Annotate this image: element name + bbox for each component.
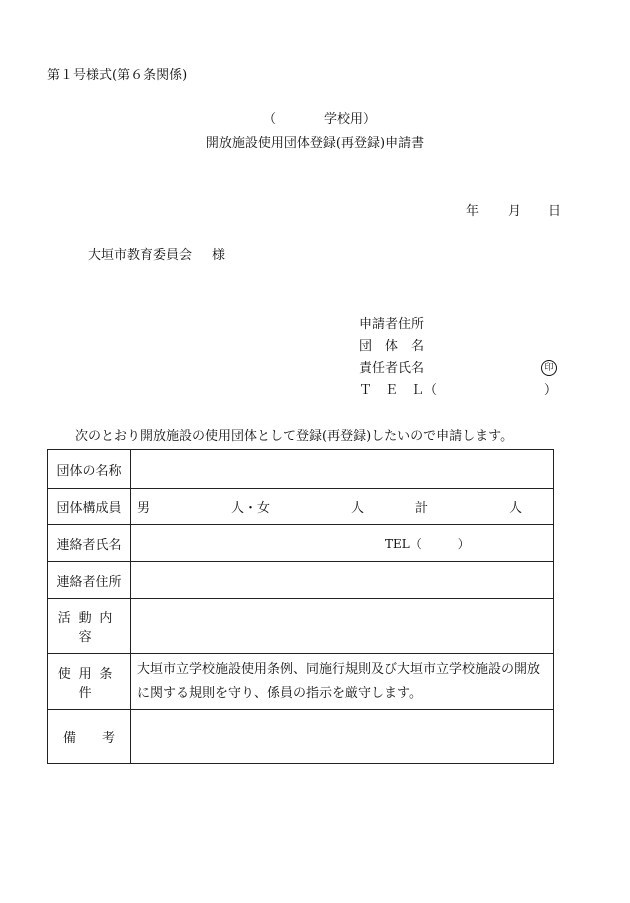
applicant-group-label: 団 体 名 xyxy=(359,339,425,354)
applicant-tel-close: ） xyxy=(543,383,557,398)
table-row xyxy=(48,450,554,489)
applicant-responsible-label: 責任者氏名 xyxy=(359,361,425,376)
school-type-line xyxy=(263,113,376,126)
table-row xyxy=(48,525,554,562)
contact-address-field[interactable] xyxy=(131,562,554,599)
date-month: 月 xyxy=(508,204,522,219)
form-number: 第１号様式(第６条関係) xyxy=(47,68,188,83)
applicant-block xyxy=(359,318,559,406)
table-row xyxy=(48,599,554,654)
intro-text: 次のとおり開放施設の使用団体として登録(再登録)したいので申請します。 xyxy=(75,429,514,444)
remarks-field[interactable] xyxy=(131,710,554,764)
members-field[interactable] xyxy=(131,489,554,525)
table-row xyxy=(48,710,554,764)
addressee-honorific: 様 xyxy=(212,248,226,263)
contact-name-field[interactable] xyxy=(131,525,554,562)
members-total: 計 xyxy=(415,501,429,516)
conditions-label: 使用条件 xyxy=(48,654,131,710)
contact-name-label: 連絡者氏名 xyxy=(48,525,131,562)
registration-table xyxy=(47,449,554,764)
activity-label: 活動内容 xyxy=(48,599,131,654)
table-row xyxy=(48,562,554,599)
members-person-female: 人・女 xyxy=(231,501,271,516)
addressee-name: 大垣市教育委員会 xyxy=(88,248,193,263)
date-line xyxy=(466,205,561,218)
contact-address-label: 連絡者住所 xyxy=(48,562,131,599)
school-type-suffix: 学校用） xyxy=(324,112,377,127)
remarks-label: 備 考 xyxy=(48,710,131,764)
members-label: 団体構成員 xyxy=(48,489,131,525)
members-total-person: 人 xyxy=(509,501,523,516)
applicant-address-label: 申請者住所 xyxy=(359,317,425,332)
document-title: 開放施設使用団体登録(再登録)申請書 xyxy=(205,136,425,151)
seal-icon: 印 xyxy=(541,360,557,376)
members-person: 人 xyxy=(351,501,365,516)
conditions-text: 大垣市立学校施設使用条例、同施行規則及び大垣市立学校施設の開放に関する規則を守り、係員の指示を厳守します。 xyxy=(131,654,554,710)
date-year: 年 xyxy=(466,204,480,219)
school-open-paren: （ xyxy=(263,112,277,127)
date-day: 日 xyxy=(548,204,562,219)
group-name-field[interactable] xyxy=(131,450,554,489)
table-row xyxy=(48,489,554,525)
table-row xyxy=(48,654,554,710)
group-name-label: 団体の名称 xyxy=(48,450,131,489)
members-male: 男 xyxy=(137,501,151,516)
addressee xyxy=(88,249,225,262)
contact-tel: TEL（ ） xyxy=(385,536,470,551)
applicant-tel-label: Ｔ Ｅ Ｌ（ xyxy=(359,383,438,398)
activity-field[interactable] xyxy=(131,599,554,654)
